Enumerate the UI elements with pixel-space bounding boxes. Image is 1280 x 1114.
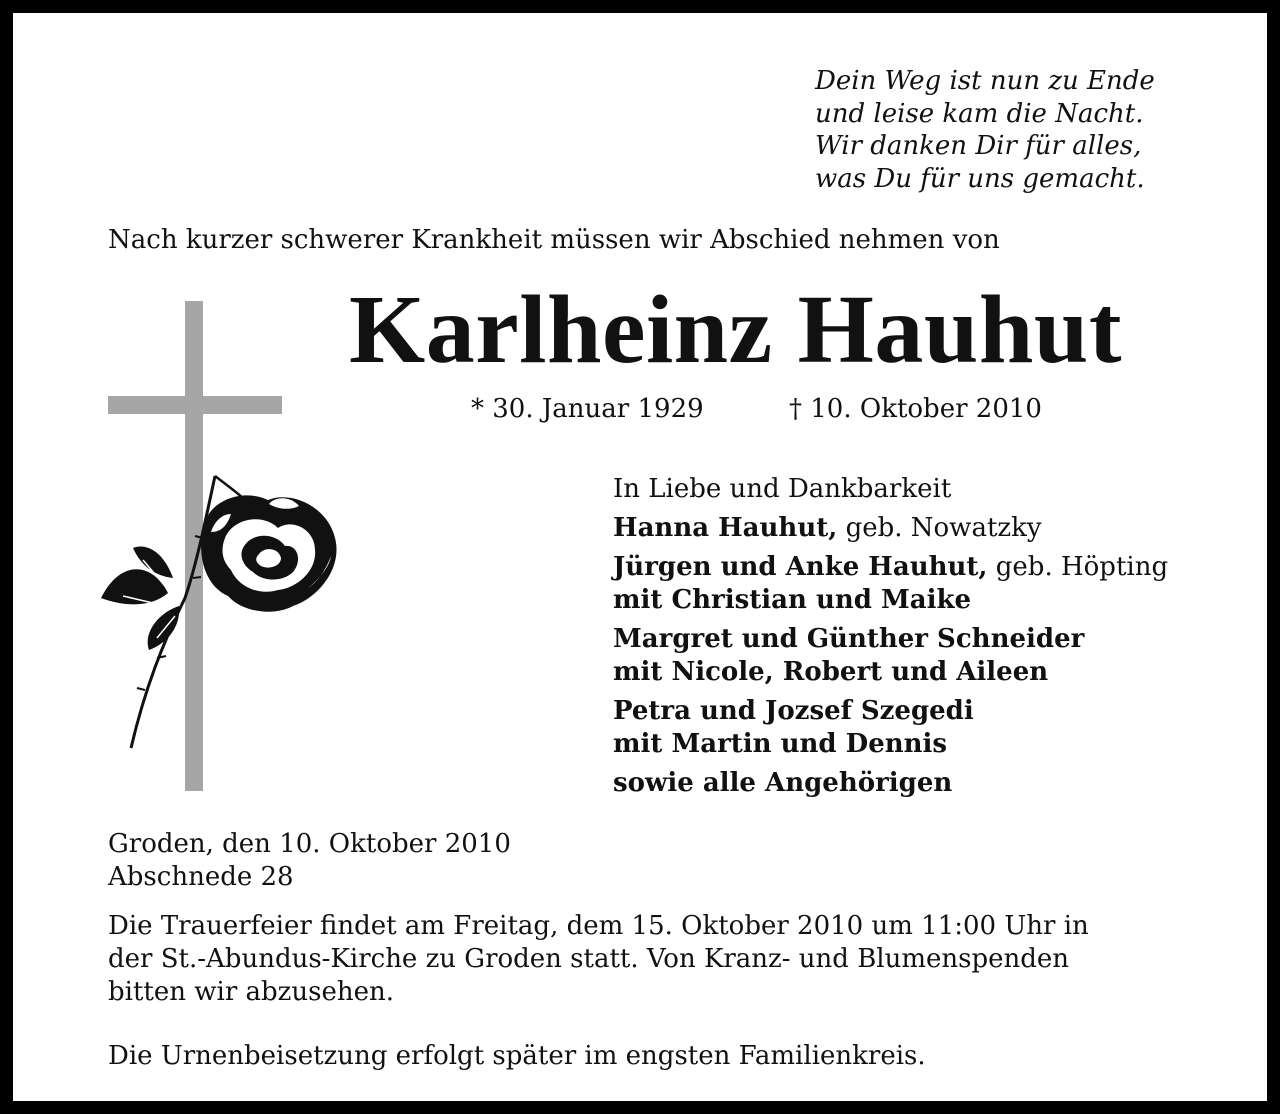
member-children: mit Nicole, Robert und Aileen xyxy=(613,657,1049,687)
address-line: Abschnede 28 xyxy=(108,862,294,892)
place-and-date xyxy=(108,828,511,894)
member-name: Hanna Hauhut, xyxy=(613,513,838,543)
member-name: Margret und Günther Schneider xyxy=(613,624,1085,654)
member-children: mit Christian und Maike xyxy=(613,585,972,615)
family-heading: In Liebe und Dankbarkeit xyxy=(613,474,952,504)
service-line: der St.-Abundus-Kirche zu Groden statt. Von Kranz- und Blumenspenden xyxy=(108,944,1070,974)
service-line: bitten wir abzusehen. xyxy=(108,977,394,1007)
poem-line: und leise kam die Nacht. xyxy=(815,98,1144,129)
poem-line: was Du für uns gemacht. xyxy=(815,163,1145,194)
family-list xyxy=(613,473,1168,800)
member-note: geb. Nowatzky xyxy=(837,513,1042,543)
burial-info: Die Urnenbeisetzung erfolgt später im engsten Familienkreis. xyxy=(108,1041,926,1071)
poem-line: Wir danken Dir für alles, xyxy=(815,131,1142,161)
poem xyxy=(815,65,1155,195)
intro-text: Nach kurzer schwerer Krankheit müssen wir Abschied nehmen von xyxy=(108,225,1000,255)
death-date: † 10. Oktober 2010 xyxy=(789,394,1042,424)
member-children: mit Martin und Dennis xyxy=(613,729,948,759)
poem-line: Dein Weg ist nun zu Ende xyxy=(815,66,1155,96)
service-line: Die Trauerfeier findet am Freitag, dem 15. Oktober 2010 um 11:00 Uhr in xyxy=(108,911,1089,941)
member-note: geb. Höpting xyxy=(987,552,1169,582)
birth-date: * 30. Januar 1929 xyxy=(471,394,704,424)
cross-bar xyxy=(108,396,282,414)
member-name: Jürgen und Anke Hauhut, xyxy=(613,552,988,582)
family-closing: sowie alle Angehörigen xyxy=(613,768,953,798)
family-member xyxy=(613,551,1168,584)
rose-icon xyxy=(93,468,348,753)
deceased-name: Karlheinz Hauhut xyxy=(349,276,1123,384)
member-name: Petra und Jozsef Szegedi xyxy=(613,696,974,726)
family-member xyxy=(613,512,1168,545)
service-info xyxy=(108,910,1208,1009)
place-date-line: Groden, den 10. Oktober 2010 xyxy=(108,829,511,859)
